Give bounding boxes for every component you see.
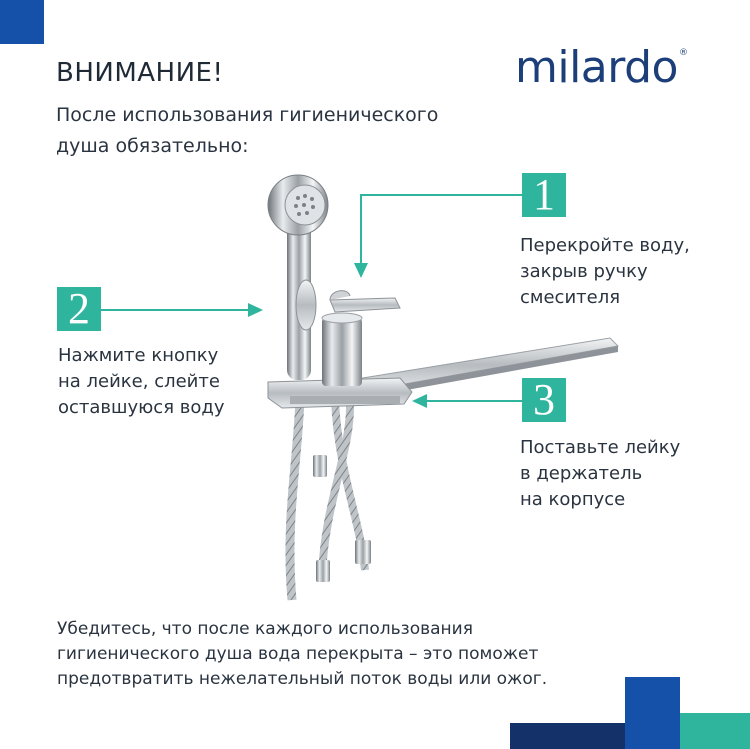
step-number-1: 1 — [522, 173, 566, 217]
subtitle-line: душа обязательно: — [56, 135, 249, 157]
caption-line: оставшуюся воду — [58, 397, 225, 418]
caption-line: Перекройте воду, — [520, 235, 690, 256]
subtitle-line: После использования гигиенического — [56, 104, 439, 126]
caption-line: в держатель — [520, 463, 643, 484]
caption-line: на лейке, слейте — [58, 371, 220, 392]
decor-block-teal — [680, 713, 750, 749]
footer-line: предотвратить нежелательный поток воды или ожог. — [57, 669, 548, 689]
caption-line: закрыв ручку — [520, 261, 648, 282]
decor-block-blue — [625, 677, 680, 749]
step-caption-2 — [58, 343, 224, 421]
caption-line: Поставьте лейку — [520, 437, 681, 458]
hand-shower — [268, 175, 328, 380]
registered-mark: ® — [678, 48, 688, 58]
caption-line: на корпусе — [520, 489, 626, 510]
footer-line: гигиенического душа вода перекрыта – это поможет — [57, 644, 539, 664]
step-number-3: 3 — [522, 378, 566, 422]
page-title: ВНИМАНИЕ! — [56, 58, 224, 88]
footer-note — [57, 617, 547, 692]
footer-line: Убедитесь, что после каждого использования — [57, 619, 473, 639]
caption-line: смесителя — [520, 287, 621, 308]
logo-text: milardo — [515, 42, 678, 93]
caption-line: Нажмите кнопку — [58, 345, 219, 366]
step-caption-1 — [520, 233, 690, 311]
mixer-body — [322, 291, 400, 386]
step-number-2: 2 — [57, 287, 101, 331]
braided-hoses — [290, 398, 371, 600]
step-caption-3 — [520, 435, 680, 513]
